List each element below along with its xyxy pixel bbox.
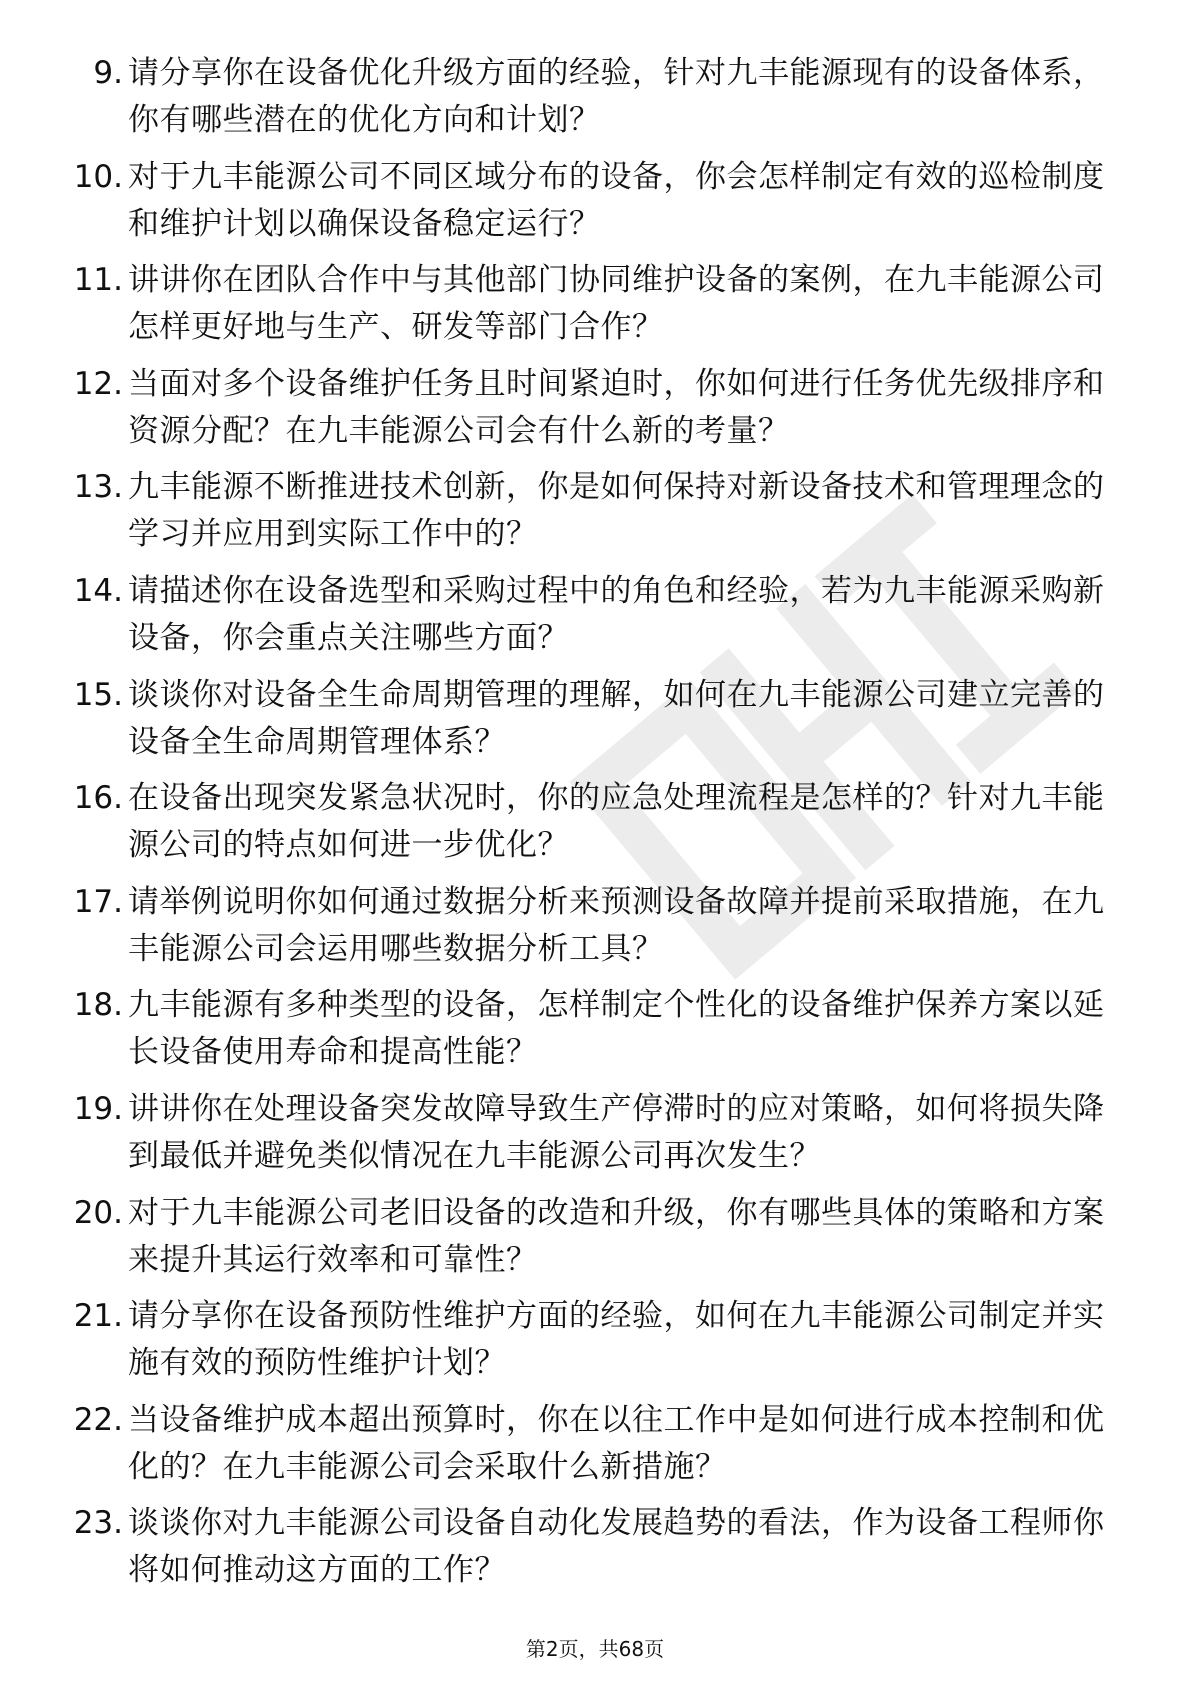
question-number: 10.	[73, 158, 123, 195]
question-number: 19.	[73, 1090, 123, 1127]
question-text: 当面对多个设备维护任务且时间紧迫时，你如何进行任务优先级排序和资源分配？在九丰能源公司会有什么新的考量？	[128, 365, 1105, 449]
question-number: 23.	[73, 1505, 123, 1542]
question-text: 请举例说明你如何通过数据分析来预测设备故障并提前采取措施，在九丰能源公司会运用哪些数据分析工具？	[128, 883, 1105, 967]
question-text: 请分享你在设备优化升级方面的经验，针对九丰能源现有的设备体系，你有哪些潜在的优化方向和计划？	[128, 55, 1105, 138]
question-text: 在设备出现突发紧急状况时，你的应急处理流程是怎样的？针对九丰能源公司的特点如何进一步优化？	[128, 780, 1105, 864]
question-number: 14.	[73, 572, 123, 609]
question-list	[0, 50, 1190, 1604]
question-text: 九丰能源不断推进技术创新，你是如何保持对新设备技术和管理理念的学习并应用到实际工作中的？	[128, 469, 1105, 553]
question-text: 讲讲你在团队合作中与其他部门协同维护设备的案例，在九丰能源公司怎样更好地与生产、研发等部门合作？	[128, 262, 1105, 346]
question-number: 16.	[73, 780, 123, 817]
question-item	[0, 361, 1190, 465]
question-text: 请分享你在设备预防性维护方面的经验，如何在九丰能源公司制定并实施有效的预防性维护计划？	[128, 1298, 1105, 1382]
question-text: 对于九丰能源公司老旧设备的改造和升级，你有哪些具体的策略和方案来提升其运行效率和可靠性？	[128, 1194, 1105, 1278]
question-item	[0, 1397, 1190, 1501]
question-number: 22.	[73, 1401, 123, 1438]
question-item	[0, 154, 1190, 258]
question-number: 15.	[73, 676, 123, 713]
question-number: 21.	[73, 1298, 123, 1335]
question-item	[0, 464, 1190, 568]
question-item	[0, 568, 1190, 672]
question-item	[0, 982, 1190, 1086]
question-text: 九丰能源有多种类型的设备，怎样制定个性化的设备维护保养方案以延长设备使用寿命和提高性能？	[128, 987, 1105, 1071]
question-number: 20.	[73, 1194, 123, 1231]
question-number: 18.	[73, 987, 123, 1024]
question-text: 请描述你在设备选型和采购过程中的角色和经验，若为九丰能源采购新设备，你会重点关注哪些方面？	[128, 572, 1105, 656]
question-item	[0, 1190, 1190, 1294]
question-number: 11.	[73, 262, 123, 299]
question-text: 对于九丰能源公司不同区域分布的设备，你会怎样制定有效的巡检制度和维护计划以确保设备稳定运行？	[128, 158, 1105, 242]
question-item	[0, 50, 1190, 154]
question-text: 谈谈你对设备全生命周期管理的理解，如何在九丰能源公司建立完善的设备全生命周期管理体系？	[128, 676, 1105, 760]
question-item	[0, 775, 1190, 879]
question-number: 17.	[73, 883, 123, 920]
question-item	[0, 1293, 1190, 1397]
question-number: 12.	[73, 365, 123, 402]
question-text: 当设备维护成本超出预算时，你在以往工作中是如何进行成本控制和优化的？在九丰能源公司会采取什么新措施？	[128, 1401, 1105, 1485]
question-number: 13.	[73, 469, 123, 506]
question-item	[0, 879, 1190, 983]
question-item	[0, 1500, 1190, 1604]
question-item	[0, 257, 1190, 361]
question-item	[0, 672, 1190, 776]
page-footer: 第2页，共68页	[525, 1637, 665, 1661]
question-number: 9.	[93, 55, 123, 91]
question-item	[0, 1086, 1190, 1190]
question-text: 谈谈你对九丰能源公司设备自动化发展趋势的看法，作为设备工程师你将如何推动这方面的工作？	[128, 1505, 1105, 1589]
question-text: 讲讲你在处理设备突发故障导致生产停滞时的应对策略，如何将损失降到最低并避免类似情况在九丰能源公司再次发生？	[128, 1090, 1105, 1174]
